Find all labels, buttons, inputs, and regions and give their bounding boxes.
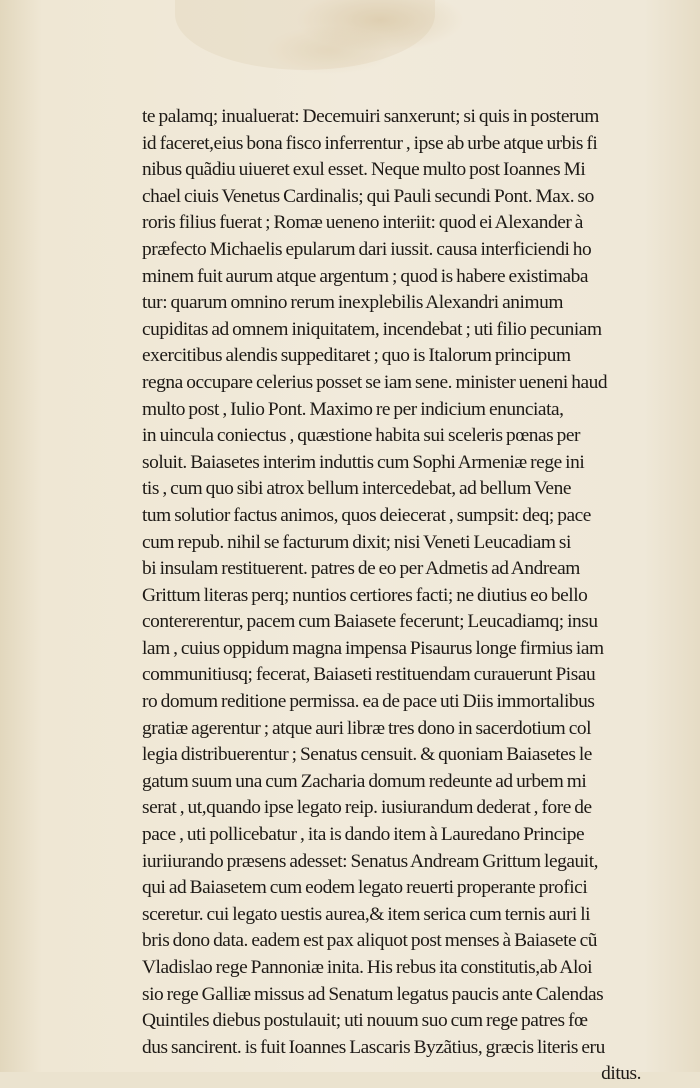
text-line: ditus.	[601, 1063, 641, 1085]
text-line: serat , ut,quando ipse legato reip. iusiurandum dederat , fore de	[142, 797, 592, 819]
text-line: id faceret,eius bona fisco inferrentur , ipse ab urbe atque urbis fi	[142, 132, 598, 154]
text-line: pace , uti pollicebatur , ita is dando item à Lauredano Principe	[142, 824, 585, 846]
text-line: contererentur, pacem cum Baiasete fecerunt; Leucadiamq; insu	[142, 611, 598, 633]
text-line: exercitibus alendis suppeditaret ; quo is Italorum principum	[142, 345, 571, 367]
text-line: Grittum literas perq; nuntios certiores facti; ne diutius eo bello	[142, 584, 588, 606]
text-line: cupiditas ad omnem iniquitatem, incendebat ; uti filio pecuniam	[142, 318, 602, 340]
text-line: ro domum reditione permissa. ea de pace uti Diis immortalibus	[142, 691, 595, 713]
text-line: tis , cum quo sibi atrox bellum intercedebat, ad bellum Vene	[142, 478, 571, 500]
text-line: gatum suum una cum Zacharia domum redeunte ad urbem mi	[142, 770, 587, 792]
text-line: lam , cuius oppidum magna impensa Pisaurus longe firmius iam	[142, 637, 604, 659]
text-line: soluit. Baiasetes interim induttis cum Sophi Armeniæ rege ini	[142, 451, 585, 473]
text-line: præfecto Michaelis epularum dari iussit. causa interficiendi ho	[142, 238, 592, 260]
text-line: te palamq; inualuerat: Decemuiri sanxerunt; si quis in posterum	[142, 106, 599, 127]
text-line: dus sancirent. is fuit Ioannes Lascaris Byzãtius, græcis literis eru	[142, 1036, 605, 1058]
text-line: sceretur. cui legato uestis aurea,& item serica cum ternis auri li	[142, 903, 591, 925]
text-line: bi insulam restituerent. patres de eo per Admetis ad Andream	[142, 558, 580, 580]
text-line: tum solutior factus animos, quos deiecerat , sumpsit: deq; pace	[142, 504, 591, 526]
text-line: in uincula coniectus , quæstione habita sui sceleris pœnas per	[142, 425, 581, 447]
text-line: regna occupare celerius posset se iam sene. minister ueneni haud	[142, 371, 608, 393]
text-line: qui ad Baiasetem cum eodem legato reuerti properante profici	[142, 877, 588, 899]
text-line: tur: quarum omnino rerum inexplebilis Alexandri animum	[142, 292, 563, 314]
text-line: minem fuit aurum atque argentum ; quod is habere existimaba	[142, 265, 589, 287]
text-line: chael ciuis Venetus Cardinalis; qui Pauli secundi Pont. Max. so	[142, 185, 594, 207]
text-line: roris filius fuerat ; Romæ ueneno interiit: quod ei Alexander à	[142, 212, 583, 234]
text-line: Quintiles diebus postulauit; uti nouum suo cum rege patres fœ	[142, 1010, 588, 1032]
text-line: multo post , Iulio Pont. Maximo re per indicium enunciata,	[142, 398, 564, 420]
text-line: bris dono data. eadem est pax aliquot post menses à Baiasete cũ	[142, 930, 597, 952]
text-line: nibus quãdiu uiueret exul esset. Neque multo post Ioannes Mi	[142, 159, 586, 181]
text-line: cum repub. nihil se facturum dixit; nisi Veneti Leucadiam si	[142, 531, 571, 553]
text-line: communitiusq; fecerat, Baiaseti restituendam curauerunt Pisau	[142, 664, 596, 686]
text-line: Vladislao rege Pannoniæ inita. His rebus ita constitutis,ab Aloi	[142, 957, 593, 978]
text-line: gratiæ agerentur ; atque auri libræ tres dono in sacerdotium col	[142, 717, 592, 739]
text-line: legia distribuerentur ; Senatus censuit. & quoniam Baiasetes le	[142, 744, 592, 766]
text-line: iuriiurando præsens adesset: Senatus Andream Grittum legauit,	[142, 850, 599, 872]
page-stain	[175, 0, 435, 70]
text-line: sio rege Galliæ missus ad Senatum legatus paucis ante Calendas	[142, 983, 604, 1005]
body-text	[142, 104, 647, 1088]
